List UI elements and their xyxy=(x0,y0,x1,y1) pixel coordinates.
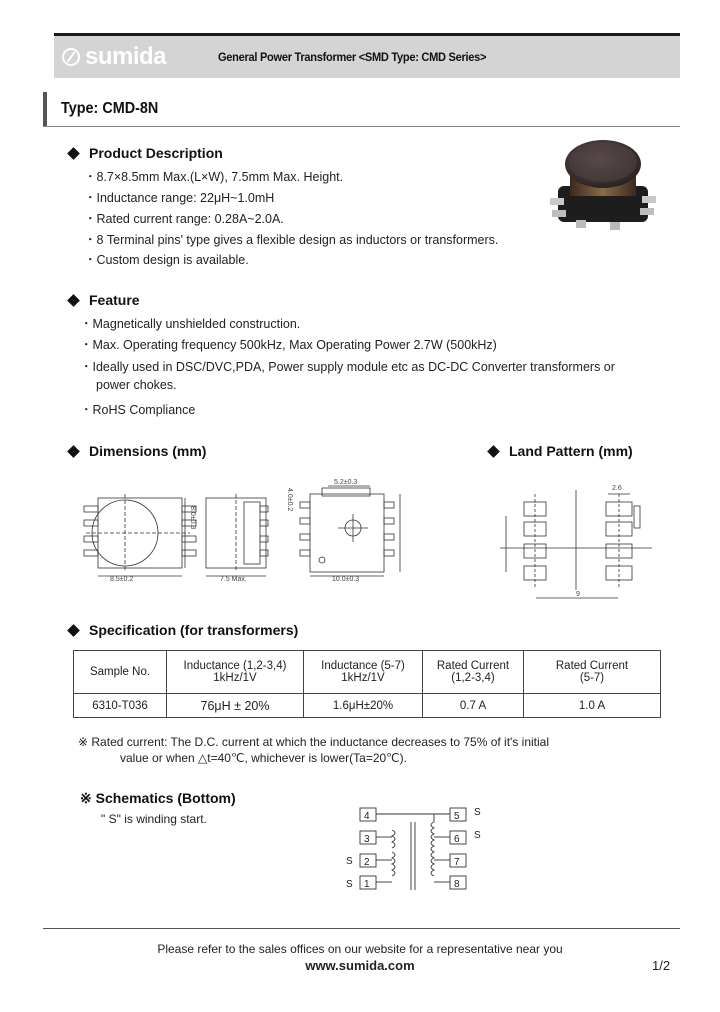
table-header-cell: Rated Current (1,2-3,4) xyxy=(423,651,524,694)
diamond-bullet-icon xyxy=(67,294,80,307)
table-header-cell: Inductance (1,2-3,4) 1kHz/1V xyxy=(167,651,304,694)
dim-label-side-height: 7.5 Max. xyxy=(220,576,247,583)
table-cell: 76μH ± 20% xyxy=(167,694,304,718)
diamond-bullet-icon xyxy=(67,624,80,637)
logo-text: sumida xyxy=(85,43,167,70)
dim-label-bottom-width: 10.0±0.3 xyxy=(332,576,360,583)
schematics-heading: ※ Schematics (Bottom) xyxy=(80,790,236,806)
description-item: ・Rated current range: 0.28A~2.0A. xyxy=(84,212,284,226)
header-title: General Power Transformer <SMD Type: CMD Series> xyxy=(218,50,487,64)
dim-label-bottom-top: 5.2±0.3 xyxy=(334,479,358,486)
feature-item: ・Max. Operating frequency 500kHz, Max Operating Power 2.7W (500kHz) xyxy=(80,338,497,352)
footer-rule xyxy=(43,928,680,929)
diamond-bullet-icon xyxy=(67,445,80,458)
type-title: Type: CMD-8N xyxy=(61,100,159,117)
pin-label: 2 xyxy=(364,857,370,868)
description-item: ・Inductance range: 22μH~1.0mH xyxy=(84,191,275,205)
land-label-bottom: 9 xyxy=(576,591,580,598)
feature-item: ・RoHS Compliance xyxy=(80,403,196,417)
table-header-cell: Inductance (5-7) 1kHz/1V xyxy=(304,651,423,694)
type-rule xyxy=(43,126,680,127)
table-row xyxy=(74,694,661,718)
feature-item: ・Magnetically unshielded construction. xyxy=(80,317,301,331)
footer-text: Please refer to the sales offices on our website for a representative near you xyxy=(157,942,563,956)
description-item: ・8.7×8.5mm Max.(L×W), 7.5mm Max. Height. xyxy=(84,170,344,184)
s-marker: S xyxy=(474,830,481,841)
description-item: ・8 Terminal pins' type gives a flexible design as inductors or transformers. xyxy=(84,233,499,247)
dimensions-drawing xyxy=(70,476,420,586)
logo-mark-icon xyxy=(62,48,80,66)
feature-heading: Feature xyxy=(66,292,140,308)
dim-label-top-width: 8.5±0.2 xyxy=(110,576,134,583)
pin-label: 3 xyxy=(364,834,370,845)
table-cell: 6310-T036 xyxy=(74,694,167,718)
table-cell: 1.6μH±20% xyxy=(304,694,423,718)
feature-item: ・Ideally used in DSC/DVC,PDA, Power supply module etc as DC-DC Converter transformers or xyxy=(80,360,615,374)
rated-current-note-cont: value or when △t=40℃, whichever is lower(Ta=20℃). xyxy=(120,751,407,765)
table-cell: 0.7 A xyxy=(423,694,524,718)
land-label-top: 2.6 xyxy=(612,485,622,492)
sumida-logo xyxy=(62,43,166,71)
specification-table xyxy=(73,650,661,718)
pin-label: 1 xyxy=(364,879,370,890)
pin-label: 4 xyxy=(364,811,370,822)
dim-label-top-height: 8.0±0.3 xyxy=(189,506,196,530)
type-accent-bar xyxy=(43,92,47,126)
feature-item: power chokes. xyxy=(96,378,177,392)
dim-label-bottom-side: 4.0±0.2 xyxy=(286,488,293,512)
schematic-diagram xyxy=(340,800,500,896)
diamond-bullet-icon xyxy=(67,147,80,160)
product-photo xyxy=(548,136,660,234)
dimensions-heading: Dimensions (mm) xyxy=(66,443,206,459)
pin-label: 5 xyxy=(454,811,460,822)
pin-label: 7 xyxy=(454,857,460,868)
product-description-heading: Product Description xyxy=(66,145,223,161)
table-header-cell: Sample No. xyxy=(74,651,167,694)
s-marker: S xyxy=(346,856,353,867)
pin-label: 8 xyxy=(454,879,460,890)
land-pattern-drawing xyxy=(496,480,656,605)
diamond-bullet-icon xyxy=(487,445,500,458)
description-item: ・Custom design is available. xyxy=(84,253,249,267)
table-cell: 1.0 A xyxy=(524,694,661,718)
table-header-row xyxy=(74,651,661,694)
schematics-note: " S" is winding start. xyxy=(101,812,207,826)
land-pattern-heading: Land Pattern (mm) xyxy=(486,443,633,459)
page-number: 1/2 xyxy=(652,958,671,973)
table-header-cell: Rated Current (5-7) xyxy=(524,651,661,694)
pin-label: 6 xyxy=(454,834,460,845)
specification-heading: Specification (for transformers) xyxy=(66,622,298,638)
rated-current-note: ※ Rated current: The D.C. current at which the inductance decreases to 75% of it's initial xyxy=(78,735,550,749)
s-marker: S xyxy=(474,807,481,818)
s-marker: S xyxy=(346,879,353,890)
footer-url[interactable]: www.sumida.com xyxy=(305,958,415,973)
